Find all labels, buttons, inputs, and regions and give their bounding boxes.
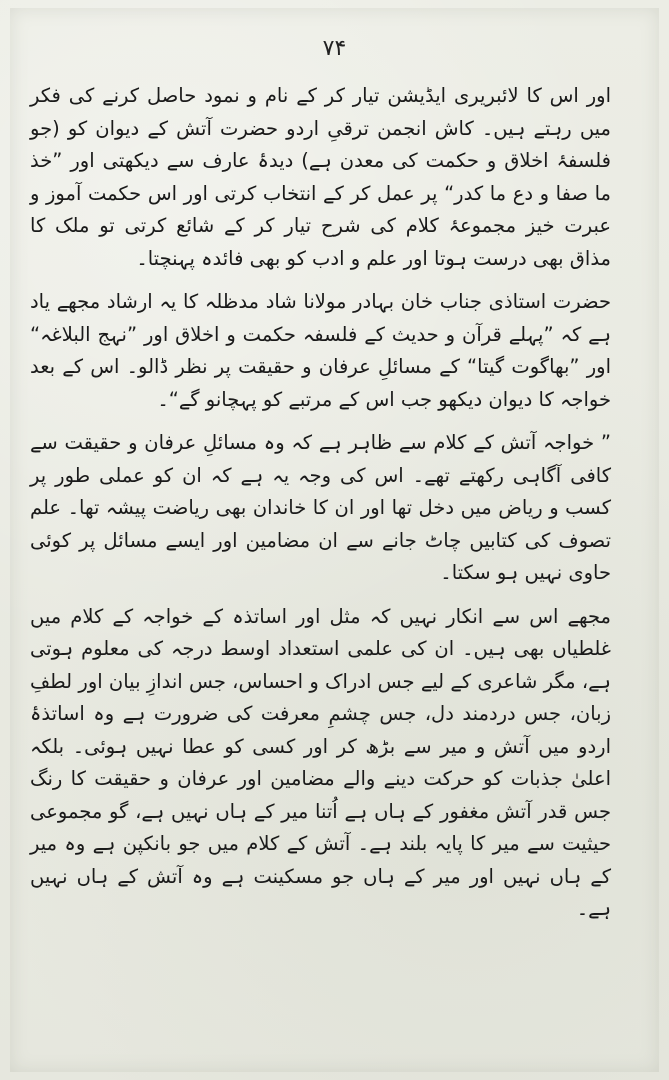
- paragraph-2: حضرت استاذی جناب خان بہادر مولانا شاد مدظلہ کا یہ ارشاد مجھے یاد ہے کہ ”پہلے قرآن و حدیث کے فلسفہ حکمت و اخلاق اور ”نہج البلاغہ“ اور ”بھاگوت گیتا“ کے مسائلِ عرفان و حقیقت پر نظر ڈالو۔ اس کے بعد خواجہ کا دیوان دیکھو جب اس کے مرتبے کو پہچانو گے“۔: [30, 290, 611, 411]
- paragraph-3: ” خواجہ آتش کے کلام سے ظاہر ہے کہ وہ مسائلِ عرفان و حقیقت سے کافی آگاہی رکھتے تھے۔ اس کی وجہ یہ ہے کہ ان کو عملی طور پر کسب و ریاض میں دخل تھا اور ان کا خاندان بھی ریاضت پیشہ تھا۔ علم تصوف کی کتابیں چاٹ جانے سے ان مضامین اور ایسے مسائل پر کوئی حاوی نہیں ہو سکتا۔: [30, 431, 611, 584]
- paragraph-1: اور اس کا لائبریری ایڈیشن تیار کر کے نام و نمود حاصل کرنے کی فکر میں رہتے ہیں۔ کاش انجمن ترقیِ اردو حضرت آتش کے دیوان کو (جو فلسفۂ اخلاق و حکمت کی معدن ہے) دیدۂ عارف سے دیکھتی اور ”خذ ما صفا و دع ما کدر“ پر عمل کر کے انتخاب کرتی اور اس حکمت آموز و عبرت خیز مجموعۂ کلام کی شرح تیار کر کے شائع کرتی تو ملک کا مذاق بھی درست ہوتا اور علم و ادب کو بھی فائدہ پہنچتا۔: [30, 84, 611, 270]
- page-body-text: [30, 80, 611, 926]
- page-number: ۷۴: [322, 36, 347, 61]
- paragraph-4: مجھے اس سے انکار نہیں کہ مثل اور اساتذہ کے خواجہ کے کلام میں غلطیاں بھی ہیں۔ ان کی علمی استعداد اوسط درجہ کی معلوم ہوتی ہے، مگر شاعری کے لیے جس ادراک و احساس، جس اندازِ بیان اور لطفِ زبان، جس دردمند دل، جس چشمِ معرفت کی ضرورت ہے وہ اساتذۂ اردو میں آتش و میر سے بڑھ کر اور کسی کو عطا نہیں ہوئی۔ بلکہ اعلیٰ جذبات کو حرکت دینے والے مضامین اور عرفان و حقیقت کا رنگ جس قدر آتش مغفور کے ہاں ہے اُتنا میر کے ہاں نہیں ہے، گو مجموعی حیثیت سے میر کا پایہ بلند ہے۔ آتش کے کلام میں جو بانکپن ہے وہ میر کے ہاں نہیں اور میر کے ہاں جو مسکینت ہے وہ آتش کے ہاں نہیں ہے۔: [30, 604, 611, 920]
